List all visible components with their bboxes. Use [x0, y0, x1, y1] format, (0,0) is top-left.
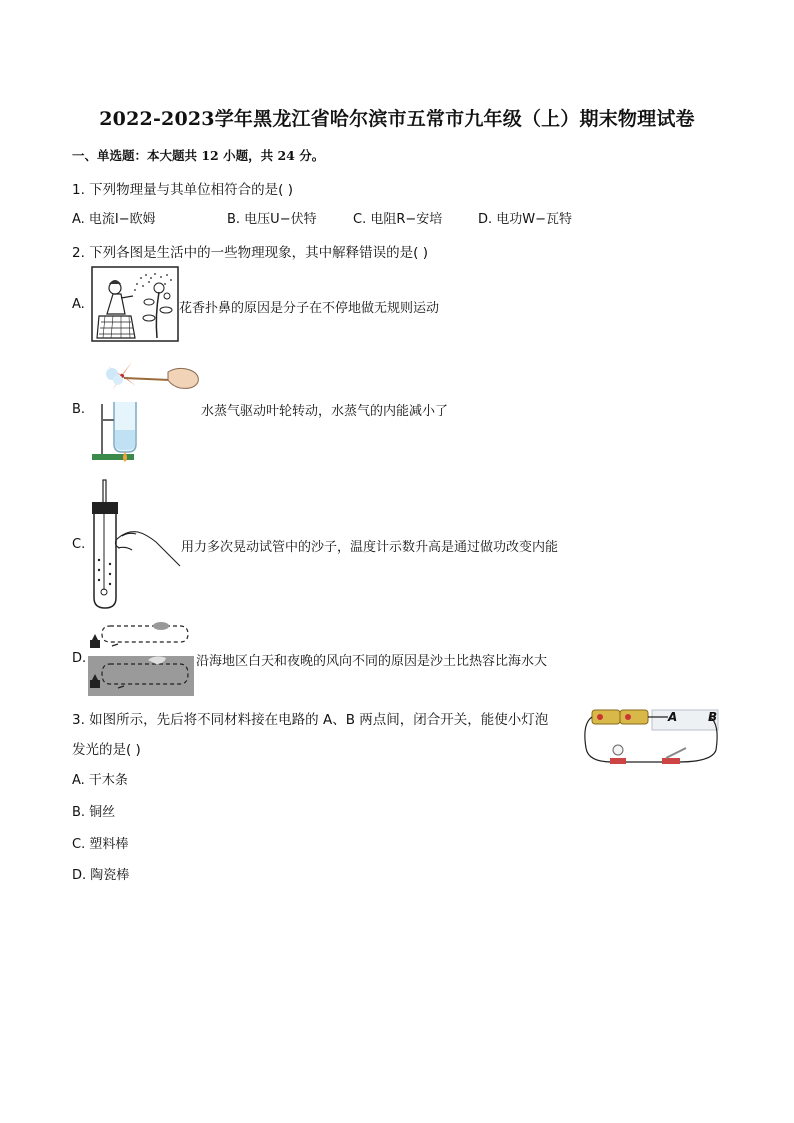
q2-option-a-text: 花香扑鼻的原因是分子在不停地做无规则运动 — [179, 301, 440, 316]
q3-option-d[interactable]: D. 陶瓷棒 — [72, 868, 130, 883]
q2-option-c-text: 用力多次晃动试管中的沙子，温度计示数升高是通过做功改变内能 — [181, 540, 559, 555]
steam-pinwheel-illustration — [88, 360, 208, 464]
circuit-diagram — [582, 704, 724, 774]
q1-option-b[interactable]: B. 电压U−伏特 — [227, 212, 317, 227]
q2-option-b-text: 水蒸气驱动叶轮转动，水蒸气的内能减小了 — [201, 404, 449, 419]
flower-scent-illustration — [91, 266, 179, 342]
q3-option-c[interactable]: C. 塑料棒 — [72, 837, 129, 852]
q1-option-c[interactable]: C. 电阻R−安培 — [353, 212, 443, 227]
q2-option-d-letter[interactable]: D. — [72, 651, 87, 666]
question-3-stem-line-1: 3. 如图所示，先后将不同材料接在电路的 A、B 两点间，闭合开关，能使小灯泡 — [72, 712, 549, 728]
q1-option-d[interactable]: D. 电功W−瓦特 — [478, 212, 573, 227]
circuit-point-b-label: B — [708, 710, 718, 724]
q1-option-a[interactable]: A. 电流I−欧姆 — [72, 212, 156, 227]
sea-land-breeze-illustration — [88, 616, 194, 696]
question-1-stem: 1. 下列物理量与其单位相符合的是( ) — [72, 182, 293, 198]
q2-option-b-letter[interactable]: B. — [72, 402, 86, 417]
page-title: 2022-2023学年黑龙江省哈尔滨市五常市九年级（上）期末物理试卷 — [99, 108, 695, 130]
q2-option-a-letter[interactable]: A. — [72, 297, 85, 312]
q2-option-c-letter[interactable]: C. — [72, 537, 86, 552]
question-2-stem: 2. 下列各图是生活中的一些物理现象，其中解释错误的是( ) — [72, 245, 428, 261]
test-tube-sand-illustration — [88, 478, 182, 610]
q3-option-b[interactable]: B. 铜丝 — [72, 805, 116, 820]
q2-option-d-text: 沿海地区白天和夜晚的风向不同的原因是沙土比热容比海水大 — [196, 654, 548, 669]
q3-option-a[interactable]: A. 干木条 — [72, 773, 128, 788]
question-3-stem-line-2: 发光的是( ) — [72, 742, 141, 758]
circuit-point-a-label: A — [668, 710, 678, 724]
section-heading: 一、单选题：本大题共 12 小题，共 24 分。 — [72, 148, 325, 163]
